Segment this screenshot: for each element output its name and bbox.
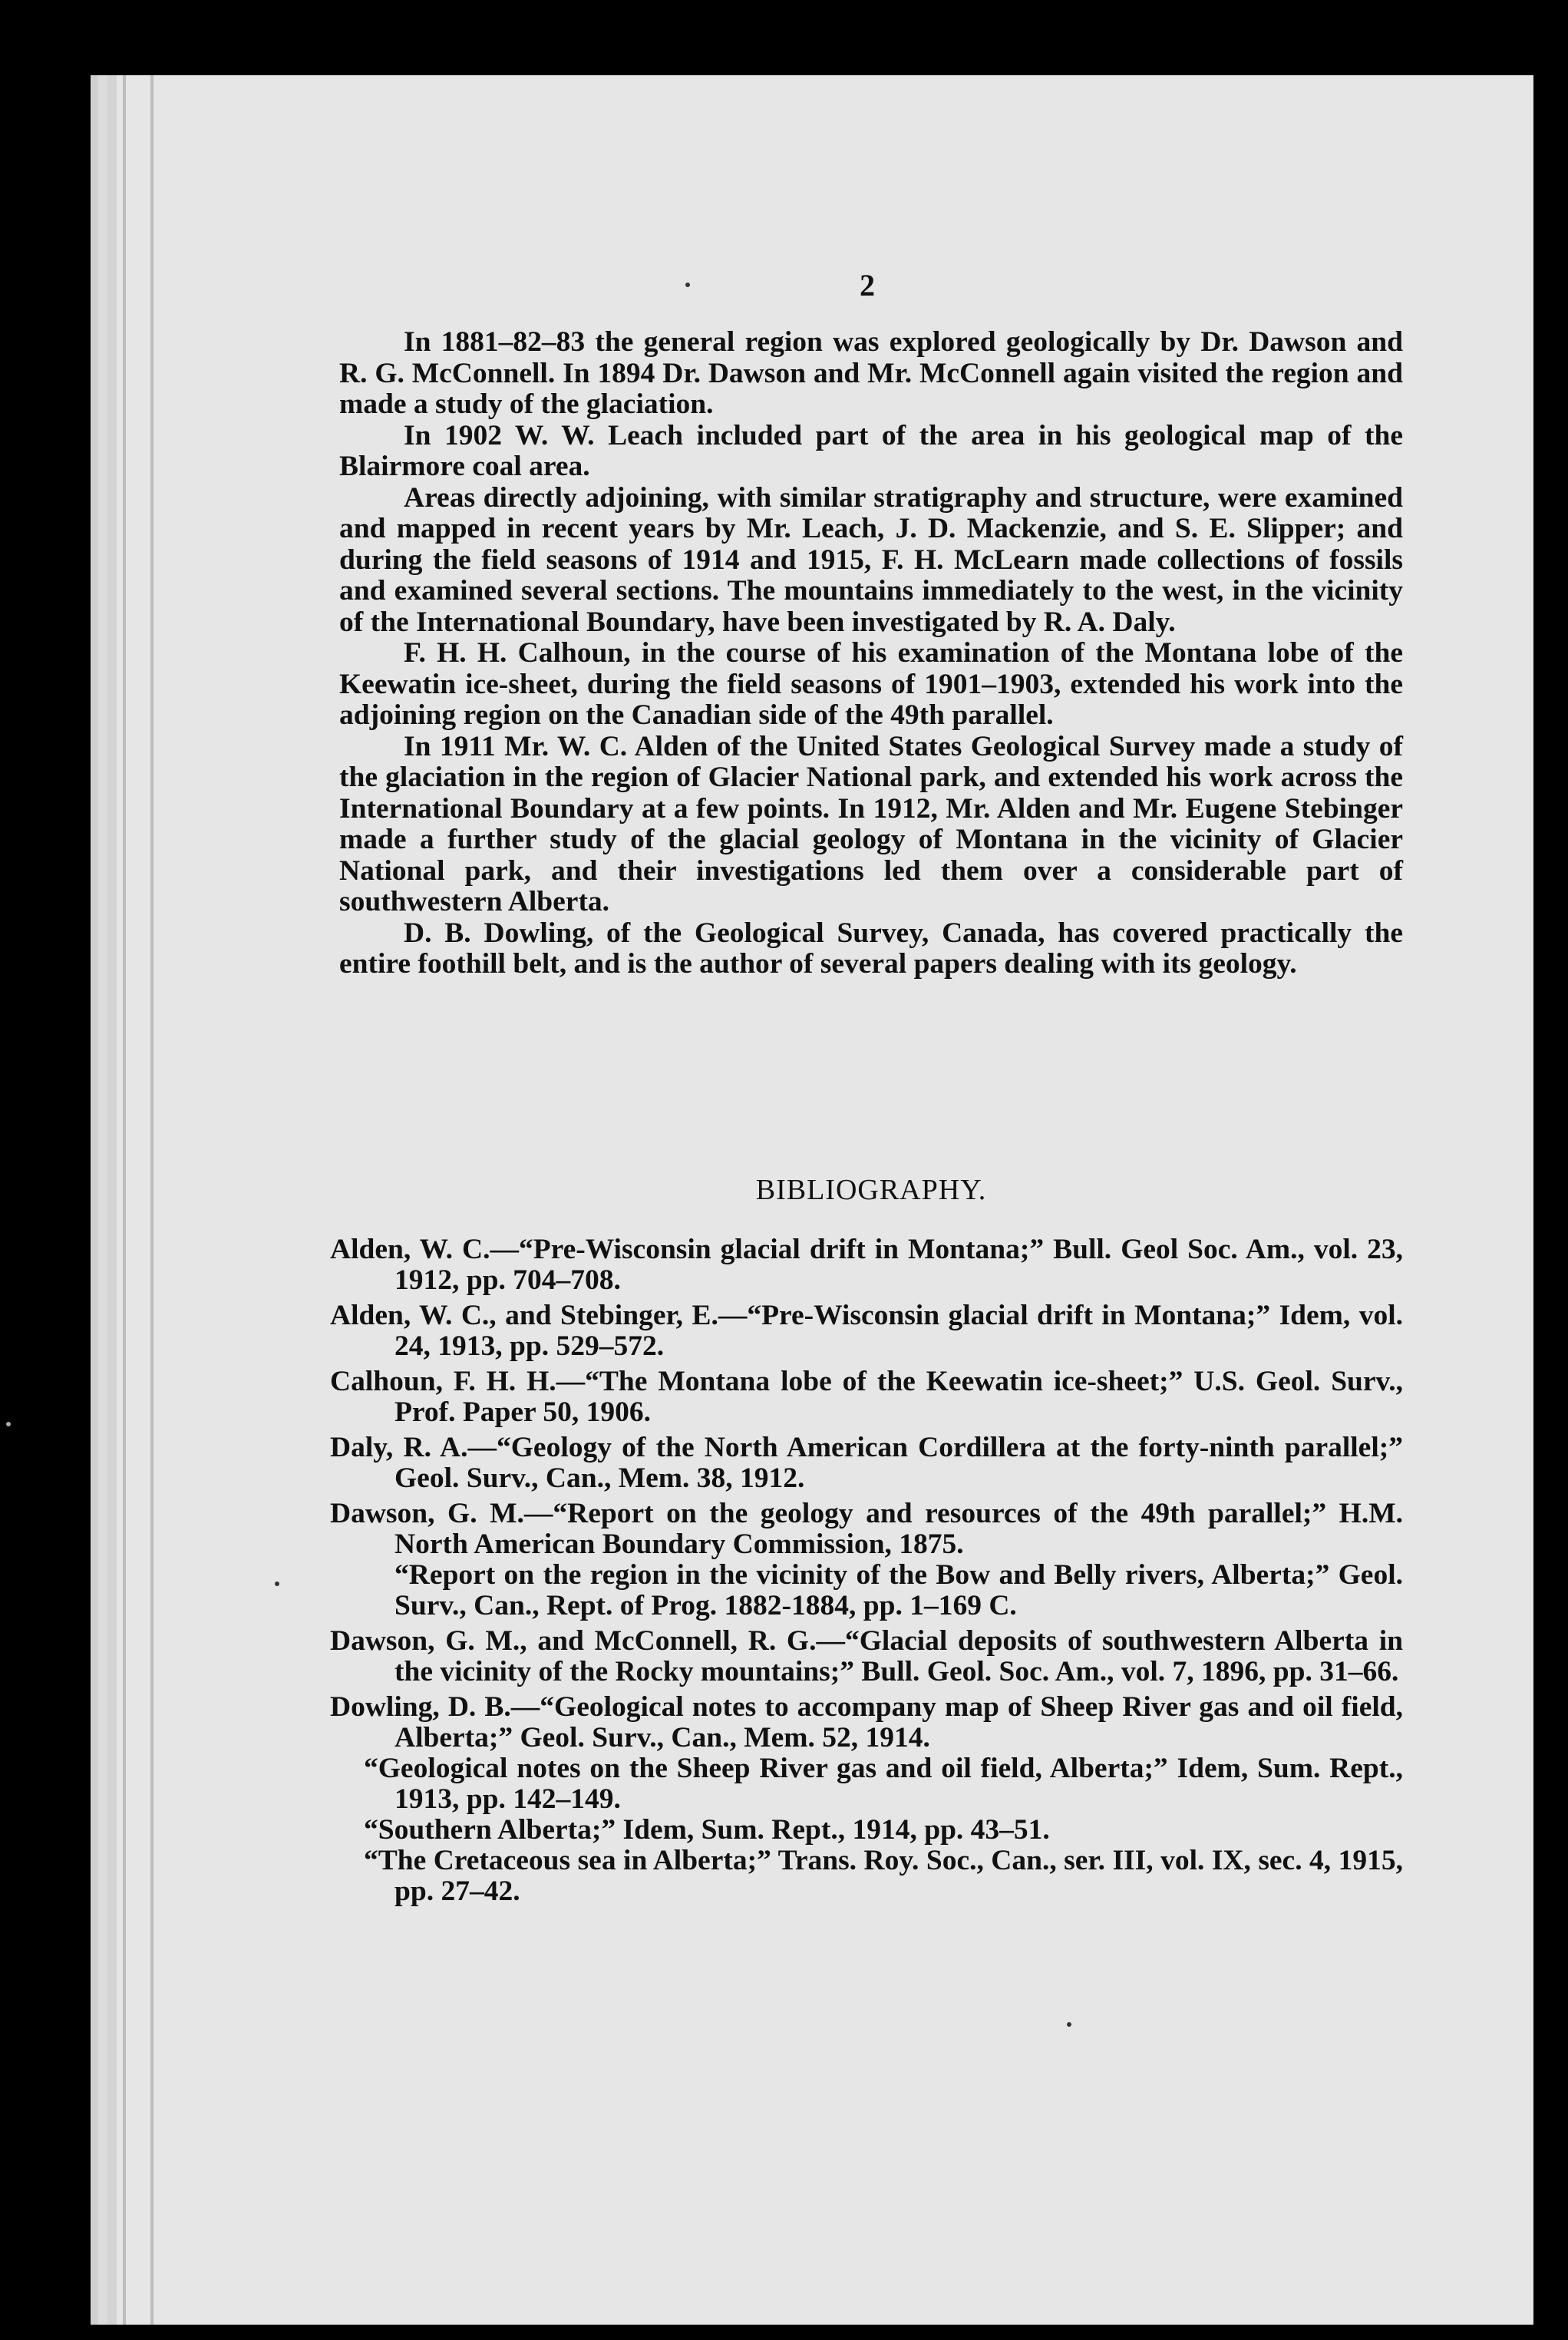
bibliography-subentry: “Southern Alberta;” Idem, Sum. Rept., 1914, pp. 43–51. — [364, 1814, 1050, 1846]
bibliography-list — [330, 1234, 1403, 1907]
bibliography-entry: Dowling, D. B.—“Geological notes to accompany map of Sheep River gas and oil field, Alberta;” Geol. Surv., Can., Mem. 52, 1914. — [330, 1691, 1403, 1753]
page-edge-strip — [150, 75, 153, 2325]
bibliography-entry: Dawson, G. M.—“Report on the geology and resources of the 49th parallel;” H.M. North American Boundary Commission, 1875. — [330, 1498, 1403, 1560]
bibliography-entry: Alden, W. C., and Stebinger, E.—“Pre-Wisconsin glacial drift in Montana;” Idem, vol. 24, 1913, pp. 529–572. — [330, 1300, 1403, 1362]
bibliography-subentry: “The Cretaceous sea in Alberta;” Trans. Roy. Soc., Can., ser. III, vol. IX, sec. 4, 1915, pp. 27–42. — [364, 1845, 1403, 1907]
page-edge-strip — [123, 75, 126, 2325]
paragraph: In 1881–82–83 the general region was explored geologically by Dr. Dawson and R. G. McConnell. In 1894 Dr. Dawson and Mr. McConnell again visited the region and made a study of the glaciation. — [339, 326, 1403, 420]
bibliography-subentry: “Geological notes on the Sheep River gas and oil field, Alberta;” Idem, Sum. Rept., 1913, pp. 142–149. — [364, 1753, 1403, 1815]
paragraph: In 1911 Mr. W. C. Alden of the United States Geological Survey made a study of the glaciation in the region of Glacier National park, and extended his work across the International Boundary at a few points. In 1912, Mr. Alden and Mr. Eugene Stebinger made a further study of the glacial geology of Montana in the vicinity of Glacier National park, and their investigations led them over a considerable part of southwestern Alberta. — [339, 730, 1403, 917]
bibliography-entry: Daly, R. A.—“Geology of the North American Cordillera at the forty-ninth parallel;” Geol. Surv., Can., Mem. 38, 1912. — [330, 1432, 1403, 1494]
bibliography-entry: Calhoun, F. H. H.—“The Montana lobe of the Keewatin ice-sheet;” U.S. Geol. Surv., Prof. Paper 50, 1906. — [330, 1366, 1403, 1428]
paragraph: In 1902 W. W. Leach included part of the area in his geological map of the Blairmore coal area. — [339, 419, 1403, 482]
bibliography-entry-group — [330, 1499, 1403, 1621]
speck — [1067, 2022, 1071, 2027]
bibliography-heading: BIBLIOGRAPHY. — [755, 1174, 987, 1206]
bibliography-entry: Dawson, G. M., and McConnell, R. G.—“Glacial deposits of southwestern Alberta in the vicinity of the Rocky mountains;” Bull. Geol. Soc. Am., vol. 7, 1896, pp. 31–66. — [330, 1625, 1403, 1687]
speck — [275, 1581, 279, 1586]
speck — [685, 283, 690, 287]
body-text — [339, 327, 1403, 980]
paragraph: F. H. H. Calhoun, in the course of his examination of the Montana lobe of the Keewatin ice-sheet, during the field seasons of 1901–1903, extended his work into the adjoining region on the Canadian side of the 49th parallel. — [339, 637, 1403, 731]
bibliography-subentry: “Report on the region in the vicinity of the Bow and Belly rivers, Alberta;” Geol. Surv., Can., Rept. of Prog. 1882-1884, pp. 1–169 C. — [394, 1559, 1403, 1621]
page-number: 2 — [860, 268, 875, 302]
speck — [6, 1422, 11, 1426]
paragraph: Areas directly adjoining, with similar stratigraphy and structure, were examined and mapped in recent years by Mr. Leach, J. D. Mackenzie, and S. E. Slipper; and during the field seasons of 1914 and 1915, F. H. McLearn made collections of fossils and examined several sections. The mountains immediately to the west, in the vicinity of the International Boundary, have been investigated by R. A. Daly. — [339, 481, 1403, 638]
bibliography-entry: Alden, W. C.—“Pre-Wisconsin glacial drift in Montana;” Bull. Geol Soc. Am., vol. 23, 1912, pp. 704–708. — [330, 1234, 1403, 1296]
paragraph: D. B. Dowling, of the Geological Survey, Canada, has covered practically the entire foothill belt, and is the author of several papers dealing with its geology. — [339, 917, 1403, 980]
